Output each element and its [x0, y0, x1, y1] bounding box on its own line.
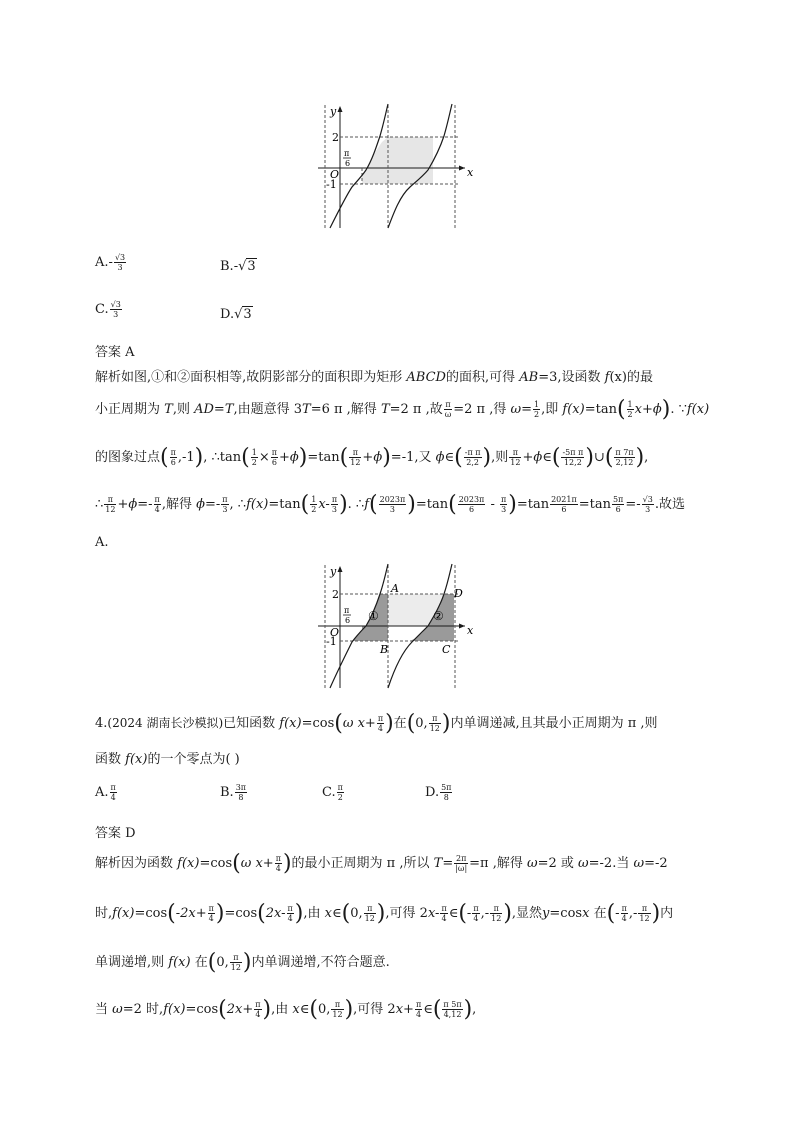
question-4-line-2: 函数 f(x)的一个零点为( ) — [95, 752, 240, 767]
figure-2-y-label: y — [330, 565, 337, 578]
figure-1-y-arrow — [338, 106, 343, 112]
analysis-q4-line-4: 当 ω=2 时,f(x)=cos(2x+ $\frac{\pi}{4}$ ),由 x∈(0, $\frac{\pi}{12}$ ),可得 2x+ $\frac{\pi}{4}$ ∈( $\frac{\pi 5\pi}{4,12}$ ), — [95, 997, 477, 1022]
figure-2-tick-pi: π — [344, 606, 350, 615]
analysis-q3-line-1: 解析如图,①和②面积相等,故阴影部分的面积即为矩形 ABCD的面积,可得 AB=3,设函数 f(x)的最 — [95, 370, 653, 385]
figure-2-tangent-graph — [300, 560, 500, 695]
figure-2-region-1-label: ① — [368, 609, 379, 623]
figure-2-label-c: C — [442, 643, 451, 656]
option-a[interactable]: A.- $\frac{√3}{3}$ — [95, 253, 126, 272]
figure-1-x-arrow — [459, 166, 465, 171]
figure-2-region-1-bottom — [362, 626, 388, 641]
analysis-q4-line-1: 解析因为函数 f(x)=cos(ω x+ $\frac{\pi}{4}$ )的最小正周期为 π ,所以 T= $\frac{2\pi}{|\omega|}$ =π ,解得 ω=2 或 ω=-2.当 ω=-2 — [95, 851, 668, 876]
figure-2-label-b: B — [380, 643, 389, 656]
figure-2-tick-2: 2 — [332, 588, 339, 601]
figure-2-y-arrow — [338, 566, 343, 572]
analysis-q4-line-3: 单调递增,则 f(x) 在(0, $\frac{\pi}{12}$ )内单调递增,不符合题意. — [95, 950, 390, 975]
figure-2-origin: O — [330, 626, 340, 639]
analysis-q3-line-4: ∴ $\frac{\pi}{12}$ +ϕ=- $\frac{\pi}{4}$ ,解得 ϕ=- $\frac{\pi}{3}$ , ∴f(x)=tan( $\frac{1}{2}$ x- $\frac{\pi}{3}$ ). ∴f( $\frac{2023\pi}{3}$ )=tan( $\frac{2023\pi}{6}$ - $\frac{\pi}{3}$ )=tan $\frac{2021\pi}{6}$ =tan $\frac{5\pi}{6}$ =- $\frac{√3}{3}$ .故选 — [95, 492, 685, 517]
option-c[interactable]: C. $\frac{√3}{3}$ — [95, 300, 121, 319]
q4-option-d[interactable]: D. $\frac{5\pi}{8}$ — [425, 783, 452, 802]
option-b[interactable]: B.-√3 — [220, 259, 256, 274]
figure-2-tick-6: 6 — [345, 616, 351, 625]
answer-q4: 答案 D — [95, 826, 136, 841]
q4-option-c[interactable]: C. $\frac{\pi}{2}$ — [322, 783, 343, 802]
q4-option-a[interactable]: A. $\frac{\pi}{4}$ — [95, 783, 116, 802]
figure-2-label-d: D — [454, 587, 463, 600]
figure-1-tick-pi: π — [344, 149, 350, 158]
q4-option-b[interactable]: B. $\frac{3\pi}{8}$ — [220, 783, 247, 802]
figure-2-label-a: A — [391, 582, 399, 595]
answer-q3: 答案 A — [95, 345, 135, 360]
analysis-q4-line-2: 时,f(x)=cos(-2x+ $\frac{\pi}{4}$ )=cos(2x- $\frac{\pi}{4}$ ),由 x∈(0, $\frac{\pi}{12}$ ),可得 2x- $\frac{\pi}{4}$ ∈(- $\frac{\pi}{4}$ ,- $\frac{\pi}{12}$ ),显然y=cosx 在(- $\frac{\pi}{4}$ ,- $\frac{\pi}{12}$ )内 — [95, 901, 674, 926]
figure-2-tick-neg1: -1 — [326, 635, 337, 648]
figure-1-origin: O — [330, 168, 340, 181]
figure-2-x-arrow — [459, 624, 465, 629]
figure-1-tangent-graph — [300, 100, 500, 235]
figure-2-x-label: x — [467, 624, 474, 637]
figure-1-tick-2: 2 — [332, 131, 339, 144]
figure-1-y-label: y — [330, 105, 337, 118]
figure-1-tick-6: 6 — [345, 159, 351, 168]
figure-1-tick-neg1: -1 — [326, 178, 337, 191]
figure-2-region-2-label: ② — [433, 609, 444, 623]
analysis-q3-line-5: A. — [95, 535, 109, 550]
option-d[interactable]: D.√3 — [220, 307, 252, 322]
analysis-q3-line-3: 的图象过点( $\frac{\pi}{6}$ ,-1), ∴tan( $\frac{1}{2}$ × $\frac{\pi}{6}$ +ϕ)=tan( $\frac{\pi}{12}$ +ϕ)=-1,又 ϕ∈( $\frac{\text{-π π}}{2,2}$ ),则 $\frac{\pi}{12}$ +ϕ∈( $\frac{\text{-5π π}}{12,2}$ )∪( $\frac{\pi 7\pi}{2,12}$ ), — [95, 445, 649, 470]
figure-1-x-label: x — [467, 166, 474, 179]
analysis-q3-line-2: 小正周期为 T,则 AD=T,由题意得 3T=6 π ,解得 T=2 π ,故 $\frac{\pi}{\omega}$ =2 π ,得 ω= $\frac{1}{2}$ ,即 f(x)=tan( $\frac{1}{2}$ x+ϕ). ∵f(x) — [95, 397, 710, 422]
figure-1-shaded-region — [362, 137, 433, 184]
question-4-line-1: 4.(2024 湖南长沙模拟)已知函数 f(x)=cos(ω x+ $\frac{\pi}{4}$ )在(0, $\frac{\pi}{12}$ )内单调递减,且其最小正周期为 π ,则 — [95, 711, 658, 736]
